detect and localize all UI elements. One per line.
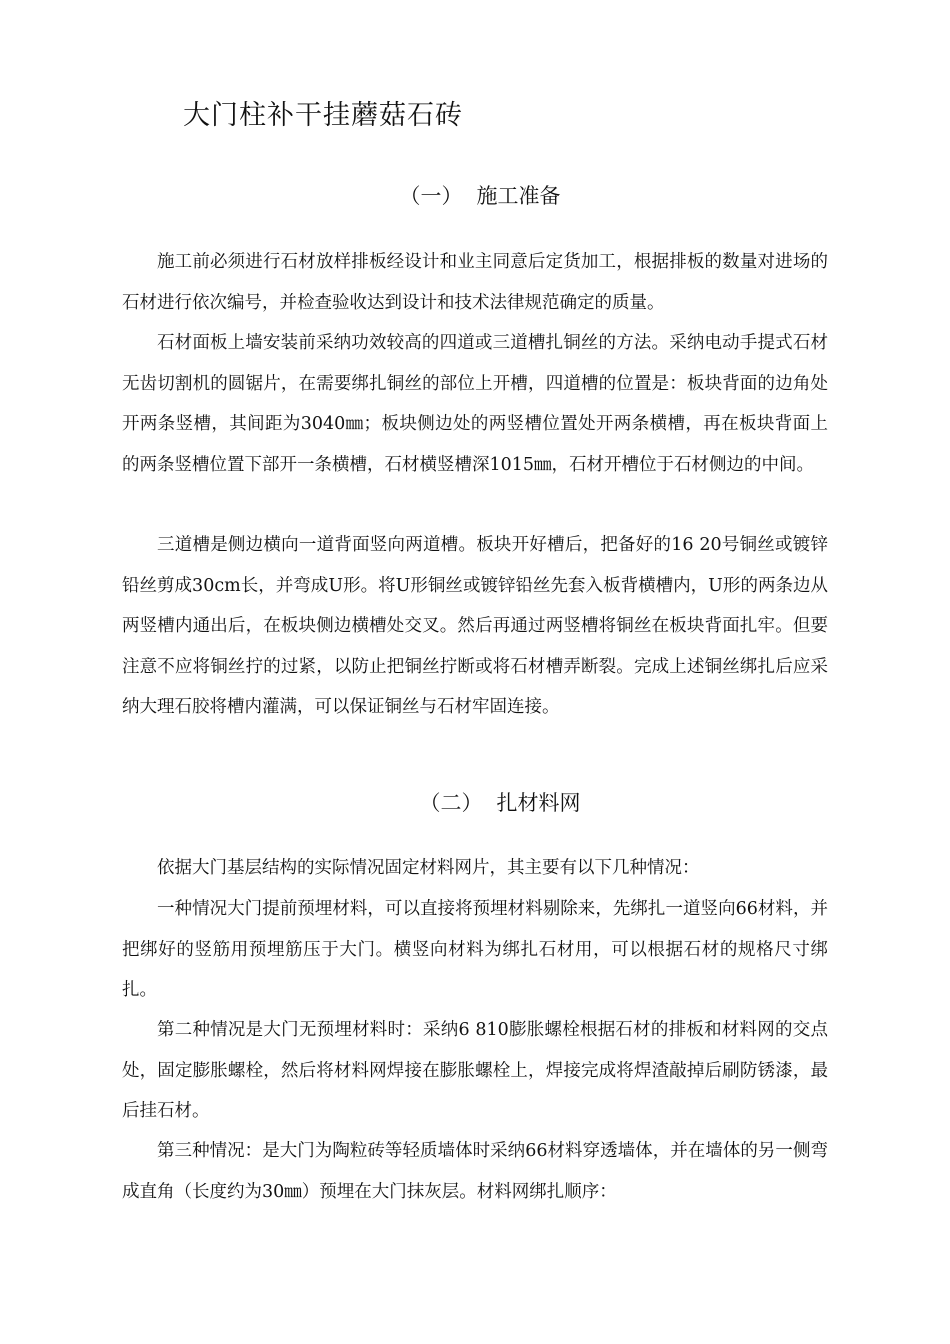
document-title: 大门柱补干挂蘑菇石砖 bbox=[183, 100, 463, 131]
paragraph: 一种情况大门提前预埋材料，可以直接将预埋材料剔除来，先绑扎一道竖向66材料，并把绑好的竖筋用预埋筋压于大门。横竖向材料为绑扎石材用，可以根据石材的规格尺寸绑扎。 bbox=[122, 899, 828, 1001]
section-title: 扎材料网 bbox=[496, 791, 581, 815]
paragraph: 第二种情况是大门无预埋材料时：采纳6 810膨胀螺栓根据石材的排板和材料网的交点处，固定膨胀螺栓，然后将材料网焊接在膨胀螺栓上，焊接完成将焊渣敲掉后刷防锈漆，最后挂石材。 bbox=[122, 1020, 828, 1122]
section-heading-tie-mesh bbox=[0, 787, 950, 817]
paragraph: 依据大门基层结构的实际情况固定材料网片，其主要有以下几种情况： bbox=[157, 858, 700, 878]
section-heading-construction-prep bbox=[0, 180, 950, 210]
section-number: （一） bbox=[399, 184, 463, 208]
paragraph: 施工前必须进行石材放样排板经设计和业主同意后定货加工，根据排板的数量对进场的石材进行依次编号，并检查验收达到设计和技术法律规范确定的质量。 bbox=[122, 252, 828, 313]
paragraph: 三道槽是侧边横向一道背面竖向两道槽。板块开好槽后，把备好的16 20号铜丝或镀锌铅丝剪成30cm长，并弯成U形。将U形铜丝或镀锌铅丝先套入板背横槽内，U形的两条边从两竖槽内通出后，在板块侧边横槽处交叉。然后再通过两竖槽将铜丝在板块背面扎牢。但要注意不应将铜丝拧的过紧，以防止把铜丝拧断或将石材槽弄断裂。完成上述铜丝绑扎后应采纳大理石胶将槽内灌满，可以保证铜丝与石材牢固连接。 bbox=[122, 535, 828, 718]
section-number: （二） bbox=[419, 791, 483, 815]
paragraph: 石材面板上墙安装前采纳功效较高的四道或三道槽扎铜丝的方法。采纳电动手提式石材无齿切割机的圆锯片，在需要绑扎铜丝的部位上开槽，四道槽的位置是：板块背面的边角处开两条竖槽，其间距为3040㎜；板块侧边处的两竖槽位置处开两条横槽，再在板块背面上的两条竖槽位置下部开一条横槽，石材横竖槽深1015㎜，石材开槽位于石材侧边的中间。 bbox=[122, 333, 828, 475]
paragraph: 第三种情况：是大门为陶粒砖等轻质墙体时采纳66材料穿透墙体，并在墙体的另一侧弯成直角（长度约为30㎜）预埋在大门抹灰层。材料网绑扎顺序： bbox=[122, 1141, 828, 1202]
section-title: 施工准备 bbox=[476, 184, 561, 208]
